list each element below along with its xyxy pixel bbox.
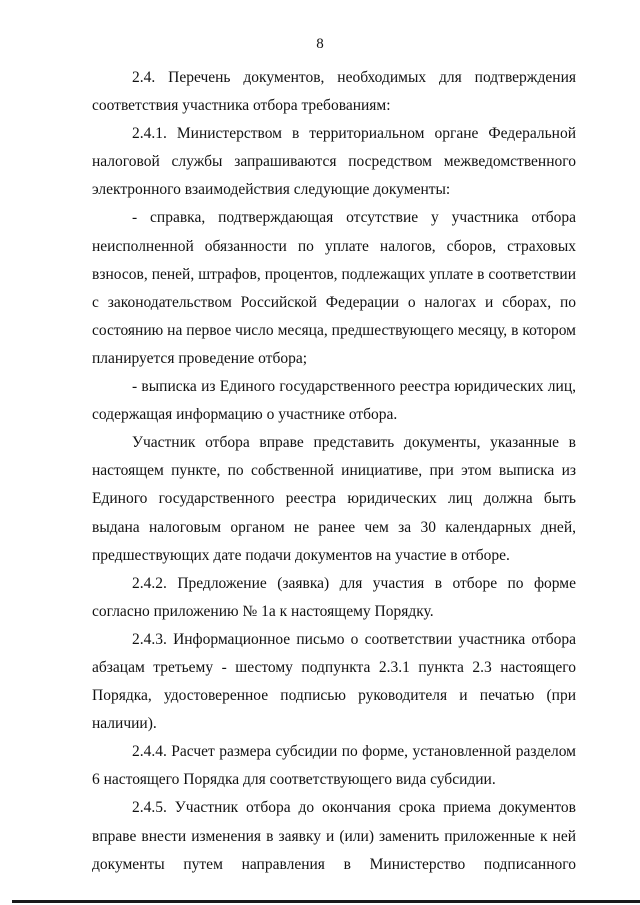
paragraph-2-4: 2.4. Перечень документов, необходимых для подтверждения соответствия участника отбора требованиям: [92, 69, 576, 115]
page-number: 8 [316, 36, 324, 52]
paragraph-2-4-2: 2.4.2. Предложение (заявка) для участия в отборе по форме согласно приложению № 1а к настоящему Порядку. [92, 574, 576, 620]
paragraph-2-4-3: 2.4.3. Информационное письмо о соответствии участника отбора абзацам третьему - шестому подпункта 2.3.1 пункта 2.3 настоящего Порядка, удостоверенное подписью руководителя и печатью (при наличии). [92, 630, 576, 733]
paragraph-2-4-1: 2.4.1. Министерством в территориальном органе Федеральной налоговой службы запрашиваются посредством межведомственного электронного взаимодействия следующие документы: [92, 125, 576, 199]
paragraph-2-4-4: 2.4.4. Расчет размера субсидии по форме, установленной разделом 6 настоящего Порядка для соответствующего вида субсидии. [92, 743, 576, 789]
list-item-registry-extract: - выписка из Единого государственного реестра юридических лиц, содержащая информацию о участнике отбора. [92, 378, 576, 424]
paragraph-participant-right: Участник отбора вправе представить документы, указанные в настоящем пункте, по собственной инициативе, при этом выписка из Единого государственного реестра юридических лиц должна быть выдана налоговым органом не ранее чем за 30 календарных дней, предшествующих дате подачи документов на участие в отборе. [92, 434, 576, 564]
page-bottom-rule [12, 900, 640, 903]
list-item-tax-certificate: - справка, подтверждающая отсутствие у участника отбора неисполненной обязанности по уплате налогов, сборов, страховых взносов, пеней, штрафов, процентов, подлежащих уплате в соответствии с законодательством Российской Федерации о налогах и сборах, по состоянию на первое число месяца, предшествующего месяцу, в котором планируется проведение отбора; [92, 209, 576, 367]
paragraph-2-4-5: 2.4.5. Участник отбора до окончания срока приема документов вправе внести изменения в заявку и (или) заменить приложенные к ней документы путем направления в Министерство подписанного [92, 799, 576, 873]
document-body [92, 64, 576, 879]
